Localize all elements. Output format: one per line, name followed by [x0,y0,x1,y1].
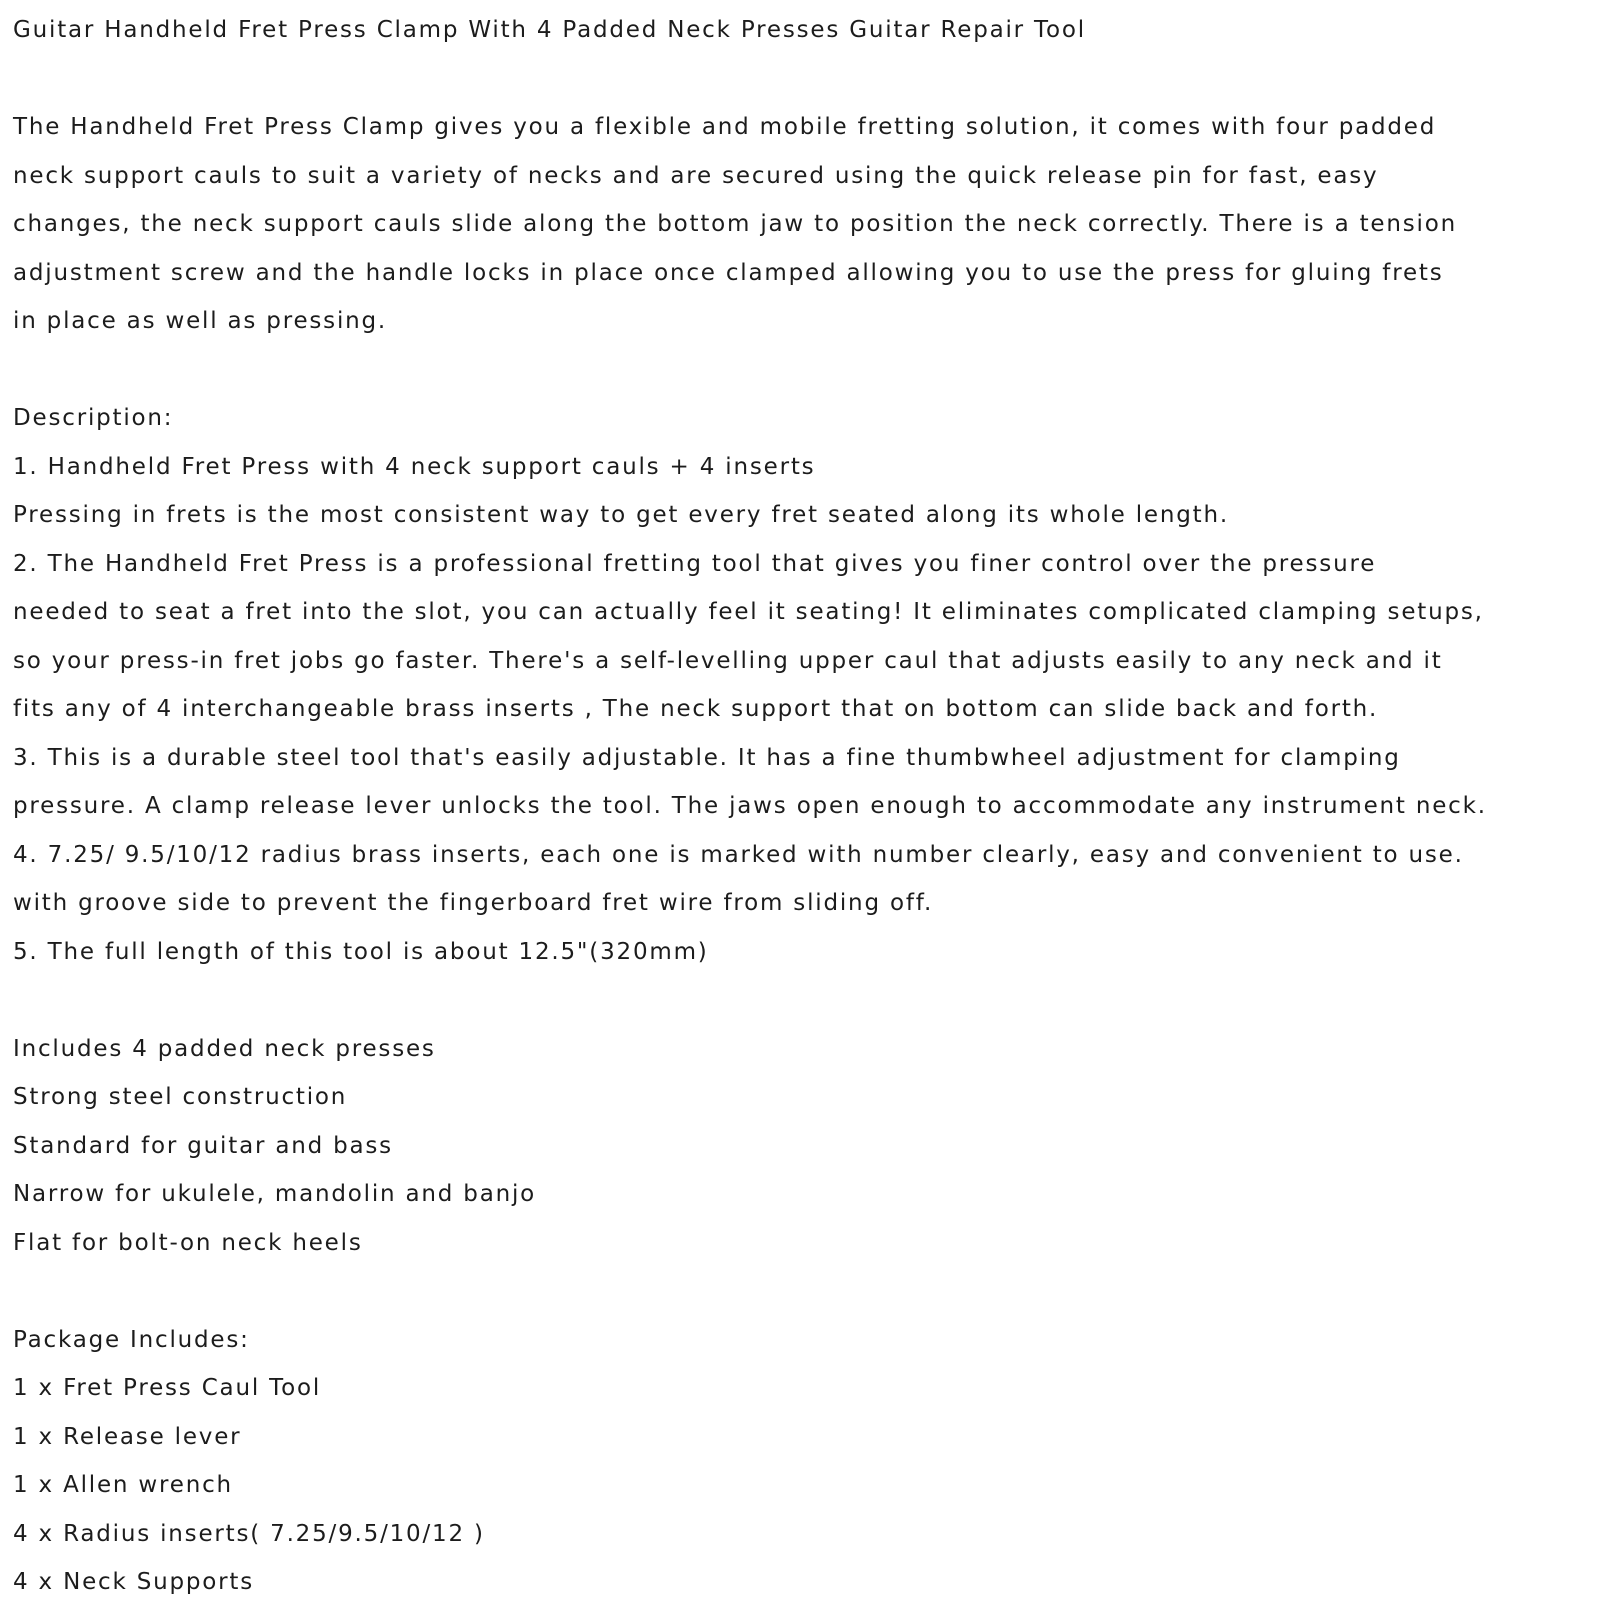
intro-line: adjustment screw and the handle locks in place once clamped allowing you to use the press for gluing frets [13,259,1444,286]
product-description-document [13,6,1593,1607]
description-line: pressure. A clamp release lever unlocks the tool. The jaws open enough to accommodate any instrument neck. [13,793,1487,819]
description-line: 4. 7.25/ 9.5/10/12 radius brass inserts, each one is marked with number clearly, easy and convenient to use. [13,841,1464,868]
description-line: 2. The Handheld Fret Press is a professional fretting tool that gives you finer control over the pressure [13,550,1377,577]
feature-item: Flat for bolt-on neck heels [13,1229,363,1256]
product-title: Guitar Handheld Fret Press Clamp With 4 Padded Neck Presses Guitar Repair Tool [13,17,1086,43]
description-line: 1. Handheld Fret Press with 4 neck support cauls + 4 inserts [13,453,816,480]
blank-line [13,346,1593,395]
package-item: 4 x Radius inserts( 7.25/9.5/10/12 ) [13,1520,485,1547]
description-line: 5. The full length of this tool is about 12.5"(320mm) [13,938,709,965]
intro-line: The Handheld Fret Press Clamp gives you a flexible and mobile fretting solution, it comes with four padded [13,114,1437,140]
blank-line [13,1267,1593,1316]
blank-line [13,976,1593,1025]
intro-line: changes, the neck support cauls slide along the bottom jaw to position the neck correctly. There is a tension [13,211,1457,237]
description-line: needed to seat a fret into the slot, you can actually feel it seating! It eliminates complicated clamping setups, [13,599,1484,625]
package-item: 4 x Neck Supports [13,1569,255,1595]
feature-item: Includes 4 padded neck presses [13,1035,436,1062]
package-heading: Package Includes: [13,1326,250,1353]
description-line: so your press-in fret jobs go faster. There's a self-levelling upper caul that adjusts easily to any neck and it [13,647,1443,674]
description-line: 3. This is a durable steel tool that's easily adjustable. It has a fine thumbwheel adjustment for clamping [13,744,1401,771]
feature-item: Strong steel construction [13,1084,348,1110]
intro-line: in place as well as pressing. [13,308,388,334]
description-line: with groove side to prevent the fingerboard fret wire from sliding off. [13,890,934,916]
feature-item: Narrow for ukulele, mandolin and banjo [13,1181,537,1207]
description-line: Pressing in frets is the most consistent way to get every fret seated along its whole length. [13,502,1229,528]
feature-item: Standard for guitar and bass [13,1132,393,1159]
package-item: 1 x Allen wrench [13,1472,233,1498]
intro-line: neck support cauls to suit a variety of necks and are secured using the quick release pin for fast, easy [13,162,1379,189]
package-item: 1 x Release lever [13,1423,242,1450]
description-heading: Description: [13,405,174,431]
description-line: fits any of 4 interchangeable brass inserts , The neck support that on bottom can slide back and forth. [13,696,1379,722]
package-item: 1 x Fret Press Caul Tool [13,1375,322,1401]
blank-line [13,55,1593,104]
